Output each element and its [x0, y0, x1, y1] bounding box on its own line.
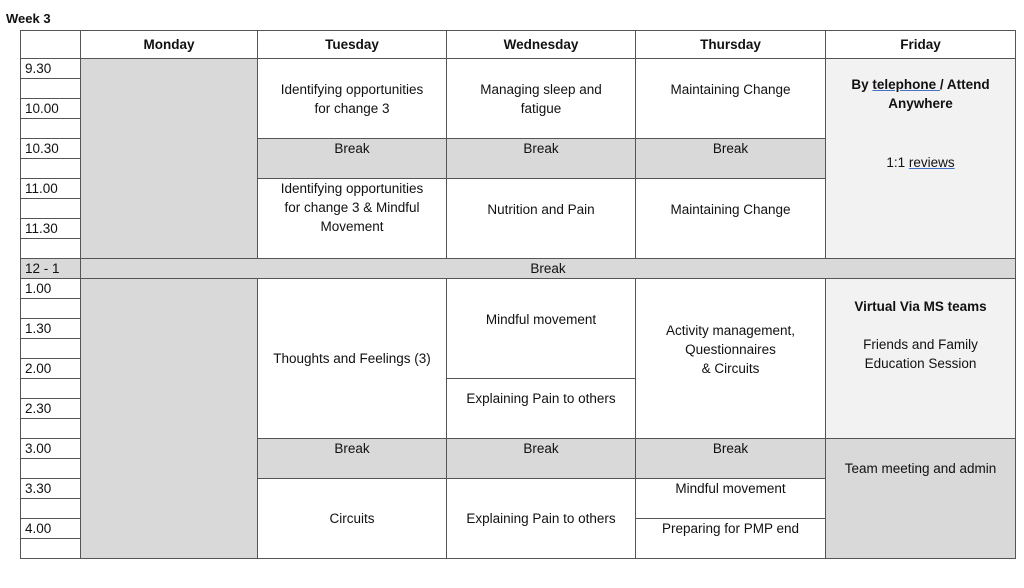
time-label: 12 - 1	[21, 259, 81, 279]
session-cell: Mindful movement	[447, 279, 636, 379]
time-label: 11.00	[21, 179, 81, 199]
time-label: 2.00	[21, 359, 81, 379]
time-label: 10.30	[21, 139, 81, 159]
day-header: Thursday	[636, 31, 826, 59]
friday-am-session: By telephone / Attend Anywhere 1:1 reviews	[826, 59, 1016, 259]
session-cell: Managing sleep and fatigue	[447, 59, 636, 139]
day-header: Monday	[81, 31, 258, 59]
break-cell: Break	[258, 139, 447, 179]
break-cell: Break	[258, 439, 447, 479]
time-label: 2.30	[21, 399, 81, 419]
time-label: 1.30	[21, 319, 81, 339]
session-cell: Activity management, Questionnaires & Circuits	[636, 279, 826, 439]
time-label: 10.00	[21, 99, 81, 119]
time-header	[21, 31, 81, 59]
session-cell: Identifying opportunities for change 3	[258, 59, 447, 139]
session-cell: Thoughts and Feelings (3)	[258, 279, 447, 439]
session-cell: Explaining Pain to others	[447, 379, 636, 439]
day-header: Wednesday	[447, 31, 636, 59]
session-cell: Circuits	[258, 479, 447, 559]
timetable	[20, 30, 1016, 559]
lunch-break: Break	[81, 259, 1016, 279]
time-label: 11.30	[21, 219, 81, 239]
time-label: 4.00	[21, 519, 81, 539]
session-cell: Maintaining Change	[636, 179, 826, 259]
telephone-link[interactable]: telephone	[872, 77, 940, 92]
session-cell: Preparing for PMP end	[636, 519, 826, 559]
break-cell: Break	[636, 439, 826, 479]
time-label: 3.00	[21, 439, 81, 459]
break-cell: Break	[447, 439, 636, 479]
week-title: Week 3	[6, 11, 51, 26]
break-cell: Break	[447, 139, 636, 179]
session-cell: Identifying opportunities for change 3 & Mindful Movement	[258, 179, 447, 259]
reviews-link[interactable]: reviews	[908, 155, 955, 170]
session-cell: Explaining Pain to others	[447, 479, 636, 559]
time-label: 3.30	[21, 479, 81, 499]
friday-team-meeting: Team meeting and admin	[826, 439, 1016, 559]
break-cell: Break	[636, 139, 826, 179]
time-label: 9.30	[21, 59, 81, 79]
header-row	[21, 31, 1016, 59]
day-header: Tuesday	[258, 31, 447, 59]
time-label: 1.00	[21, 279, 81, 299]
session-cell: Mindful movement	[636, 479, 826, 519]
friday-pm-session: Virtual Via MS teams Friends and Family Education Session	[826, 279, 1016, 439]
monday-am-empty	[81, 59, 258, 259]
monday-pm-empty	[81, 279, 258, 559]
session-cell: Maintaining Change	[636, 59, 826, 139]
session-cell: Nutrition and Pain	[447, 179, 636, 259]
day-header: Friday	[826, 31, 1016, 59]
